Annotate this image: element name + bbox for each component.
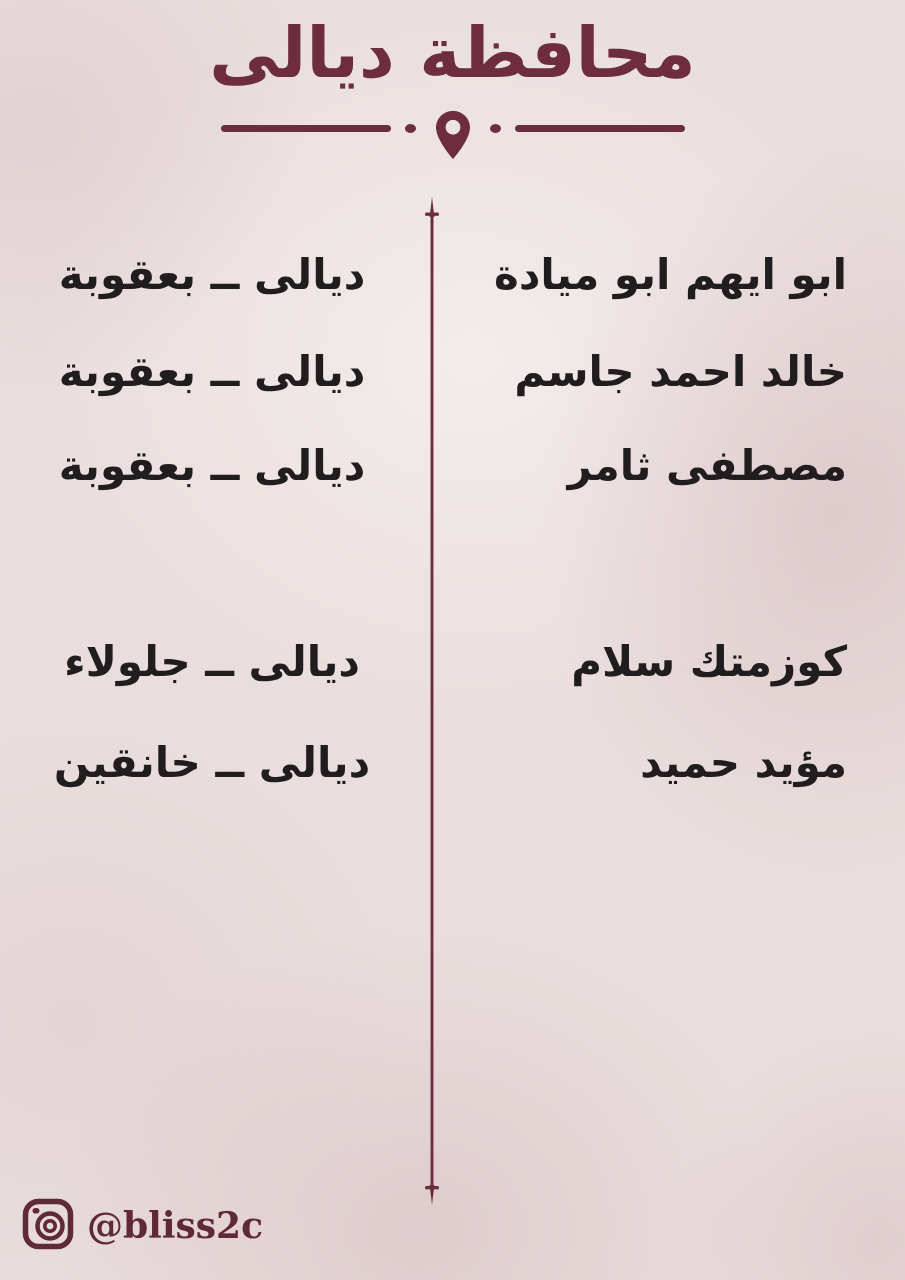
footer-social (22, 1198, 263, 1254)
person-location: ديالى ــ بعقوبة (58, 441, 366, 490)
person-name: مصطفى ثامر (567, 441, 847, 490)
divider-line-left (221, 125, 391, 132)
person-location: ديالى ــ خانقين (53, 738, 371, 787)
person-name: مؤيد حميد (640, 738, 847, 787)
page-title: محافظة ديالى (209, 12, 696, 94)
list-row (0, 243, 905, 307)
person-name: خالد احمد جاسم (514, 347, 847, 396)
list-row (0, 731, 905, 795)
divider-dot-left (405, 124, 416, 133)
divider-dot-right (490, 124, 501, 133)
person-location: ديالى ــ جلولاء (64, 637, 360, 686)
person-location: ديالى ــ بعقوبة (58, 347, 366, 396)
list-row (0, 630, 905, 694)
divider-line-right (515, 125, 685, 132)
list-row (0, 340, 905, 404)
instagram-icon (22, 1198, 74, 1254)
list-row (0, 434, 905, 498)
person-location: ديالى ــ بعقوبة (58, 250, 366, 299)
social-handle: @bliss2c (87, 1205, 264, 1247)
person-name: كوزمتك سلام (571, 637, 847, 686)
location-pin-icon (436, 110, 470, 164)
person-name: ابو ايهم ابو ميادة (494, 250, 847, 299)
title-divider (0, 103, 905, 153)
